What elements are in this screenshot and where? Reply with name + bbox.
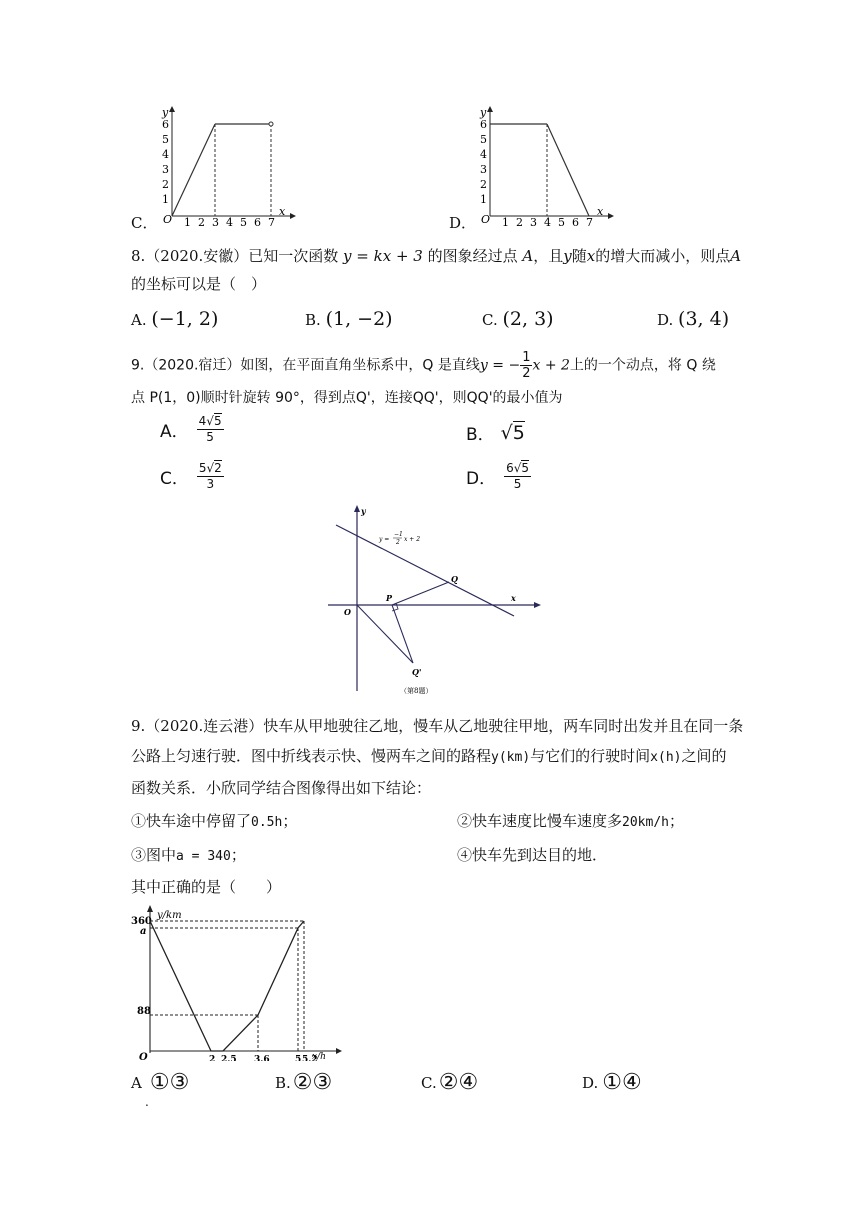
q7-graph-d: [468, 104, 618, 228]
q8-line-2: 的坐标可以是（ ）: [131, 275, 267, 293]
q8-option-c[interactable]: C. (2, 3): [482, 308, 554, 330]
q8-option-b[interactable]: B. (1, −2): [305, 308, 393, 330]
svg-text:3: 3: [530, 216, 537, 228]
svg-text:−1: −1: [394, 531, 403, 538]
y-tick-labels: [162, 118, 169, 206]
q9a-line-1: 9.（2020.宿迁）如图，在平面直角坐标系中，Q 是直线y = − $\frac{1}{2}$ x + 2上的一个动点，将 Q 绕: [131, 350, 716, 381]
line-y-eq: [336, 525, 514, 616]
svg-text:4: 4: [162, 148, 169, 161]
point-p-label: P: [386, 593, 393, 603]
segment-pqprime: [392, 605, 413, 663]
q7-option-d-label: D．: [449, 214, 477, 232]
y-axis-label: y: [162, 106, 169, 119]
svg-text:2: 2: [198, 216, 205, 228]
x-tick-labels: [502, 216, 593, 228]
open-endpoint: [269, 122, 273, 126]
q8-function: y = kx + 3: [343, 247, 423, 265]
q7-graph-c: [150, 104, 300, 228]
svg-text:1: 1: [502, 216, 509, 228]
q9a-option-c[interactable]: C． $\frac{5√2}{3}$: [160, 461, 222, 491]
q9b-line-3: 函数关系．小欣同学结合图像得出如下结论：: [131, 779, 432, 797]
point-q-label: Q: [451, 574, 458, 584]
q9a-line-2: 点 P(1，0)顺时针旋转 90°，得到点Q'，连接QQ'，则QQ'的最小值为: [131, 390, 563, 406]
svg-text:2: 2: [516, 216, 523, 228]
svg-text:6: 6: [162, 118, 169, 131]
x-axis-label: x: [279, 205, 286, 218]
line-equation-label: [378, 531, 420, 546]
q7-option-c-label: C．: [131, 214, 158, 232]
q9a-option-a[interactable]: A． $\frac{4√5}{5}$: [160, 414, 222, 444]
segment-pq: [392, 582, 449, 605]
svg-text:3: 3: [480, 163, 487, 176]
svg-text:2.5: 2.5: [221, 1055, 237, 1061]
svg-text:5: 5: [240, 216, 247, 228]
q9a-option-b[interactable]: B． √5: [466, 421, 525, 445]
x-tick-labels: [209, 1055, 318, 1061]
y-label-360: 360: [131, 916, 152, 927]
svg-text:2: 2: [480, 178, 487, 191]
q9b-option-d[interactable]: D. ①④: [582, 1070, 642, 1095]
svg-text:1: 1: [480, 193, 487, 206]
segment-oqprime: [357, 605, 413, 663]
q8-option-d[interactable]: D. (3, 4): [657, 308, 730, 330]
svg-text:5: 5: [162, 133, 169, 146]
svg-text:4: 4: [226, 216, 233, 228]
y-tick-labels: [480, 118, 487, 206]
svg-text:2: 2: [209, 1055, 216, 1061]
y-label-88: 88: [137, 1006, 151, 1017]
distance-polyline: [150, 921, 304, 1051]
x-axis-label: x/h: [312, 1052, 326, 1061]
svg-text:1: 1: [184, 216, 191, 228]
q8-line-1: 8.（2020.安徽）已知一次函数 y = kx + 3 的图象经过点 A，且y随x的增大而减小，则点A: [131, 247, 742, 265]
q9b-option-a-dot: .: [145, 1095, 149, 1109]
x-axis-label: x: [511, 593, 516, 603]
svg-text:5: 5: [558, 216, 565, 228]
svg-text:7: 7: [268, 216, 275, 228]
figure-caption: （第8题）: [400, 687, 433, 695]
y-axis-label: y/km: [157, 910, 182, 921]
q9b-conclusion-1: ①快车途中停留了0.5h；: [131, 812, 298, 830]
svg-text:6: 6: [254, 216, 261, 228]
y-axis-label: y: [480, 106, 487, 119]
q9a-figure: [322, 503, 547, 698]
svg-text:2: 2: [396, 539, 400, 546]
q9b-line-2: 公路上匀速行驶．图中折线表示快、慢两车之间的路程y(km)与它们的行驶时间x(h)之间的: [131, 747, 727, 765]
svg-text:x + 2: x + 2: [404, 536, 421, 543]
svg-text:4: 4: [480, 148, 487, 161]
svg-text:1: 1: [162, 193, 169, 206]
x-axis-label: x: [597, 205, 604, 218]
svg-text:y =: y =: [379, 536, 390, 543]
q9b-option-c[interactable]: C. ②④: [421, 1070, 479, 1095]
origin-label: O: [163, 213, 173, 226]
q9b-ask: 其中正确的是（ ）: [131, 878, 282, 896]
svg-text:3: 3: [162, 163, 169, 176]
svg-text:7: 7: [586, 216, 593, 228]
origin-label: O: [139, 1052, 148, 1061]
graph-falling-segment: [547, 124, 589, 216]
graph-rising-segment: [172, 124, 215, 216]
q9b-line-1: 9.（2020.连云港）快车从甲地驶往乙地，慢车从乙地驶往甲地，两车同时出发并且在同一条: [131, 717, 744, 735]
origin-label: O: [344, 607, 351, 617]
svg-text:6: 6: [572, 216, 579, 228]
q9b-figure: [128, 903, 348, 1061]
svg-text:6: 6: [480, 118, 487, 131]
q8-option-a[interactable]: A. (−1, 2): [131, 308, 219, 330]
origin-label: O: [481, 213, 491, 226]
q9a-option-d[interactable]: D． $\frac{6√5}{5}$: [466, 461, 530, 491]
svg-text:5.2: 5.2: [302, 1055, 318, 1061]
y-label-a: a: [140, 926, 147, 937]
svg-text:3: 3: [212, 216, 219, 228]
q9b-conclusion-3: ③图中a = 340；: [131, 846, 246, 864]
q9b-conclusion-2: ②快车速度比慢车速度多20km/h；: [457, 812, 684, 830]
svg-text:5: 5: [295, 1055, 302, 1061]
svg-text:3.6: 3.6: [254, 1055, 270, 1061]
point-qprime-label: Q': [412, 667, 422, 677]
svg-text:4: 4: [544, 216, 551, 228]
svg-text:2: 2: [162, 178, 169, 191]
svg-text:5: 5: [480, 133, 487, 146]
x-tick-labels: [184, 216, 275, 228]
q9b-option-b[interactable]: B. ②③: [275, 1070, 333, 1095]
y-axis-label: y: [361, 506, 366, 516]
q9b-option-a[interactable]: A ①③: [131, 1070, 190, 1095]
q9b-conclusion-4: ④快车先到达目的地．: [457, 846, 608, 864]
